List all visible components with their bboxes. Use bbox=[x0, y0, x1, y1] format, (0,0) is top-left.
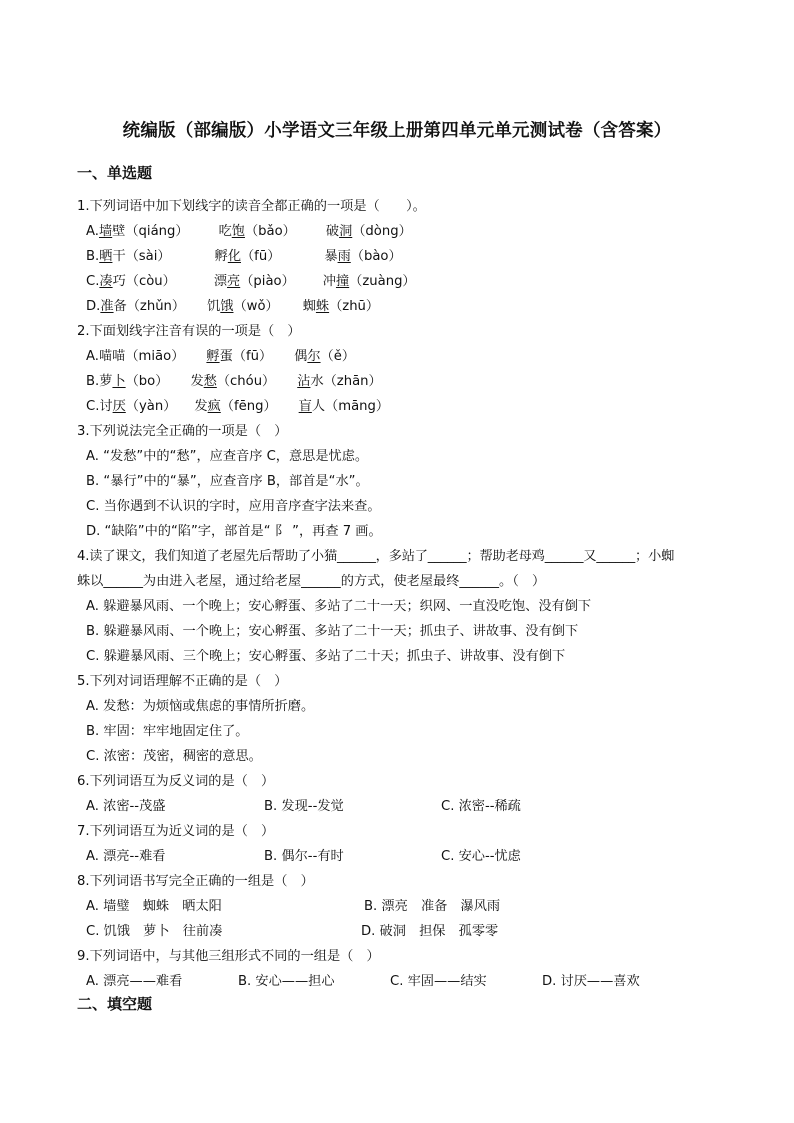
question-6-stem: 6.下列词语互为反义词的是（ ） bbox=[77, 774, 275, 789]
question-4-option-c: C. 躲避暴风雨、三个晚上；安心孵蛋、多站了二十天；抓虫子、讲故事、没有倒下 bbox=[86, 649, 566, 664]
question-4-option-b: B. 躲避暴风雨、一个晚上；安心孵蛋、多站了二十一天；抓虫子、讲故事、没有倒下 bbox=[86, 624, 579, 639]
question-5-option-a: A. 发愁：为烦恼或焦虑的事情所折磨。 bbox=[86, 699, 315, 714]
question-1-option-c: C.凑巧（còu） 漂亮（piào） 冲撞（zuàng） bbox=[86, 274, 416, 289]
question-4-option-a: A. 躲避暴风雨、一个晚上；安心孵蛋、多站了二十一天；织网、一直没吃饱、没有倒下 bbox=[86, 599, 592, 614]
question-5-option-c: C. 浓密：茂密，稠密的意思。 bbox=[86, 749, 262, 764]
question-6-option-c: C. 浓密--稀疏 bbox=[441, 799, 521, 814]
section-heading-single-choice: 一、单选题 bbox=[77, 164, 153, 182]
question-4-stem-line-2: 蛛以______为由进入老屋，通过给老屋______的方式，使老屋最终______。（ ） bbox=[77, 574, 546, 589]
question-3-stem: 3.下列说法完全正确的一项是（ ） bbox=[77, 424, 288, 439]
question-3-option-a: A. “发愁”中的“愁”，应查音序 C，意思是忧虑。 bbox=[86, 449, 369, 464]
question-7-option-b: B. 偶尔--有时 bbox=[264, 849, 344, 864]
question-8-stem: 8.下列词语书写完全正确的一组是（ ） bbox=[77, 874, 314, 889]
question-2-option-c: C.讨厌（yàn） 发疯（fēng） 盲人（māng） bbox=[86, 399, 390, 414]
document-title: 统编版（部编版）小学语文三年级上册第四单元单元测试卷（含答案） bbox=[122, 121, 672, 141]
question-7-stem: 7.下列词语互为近义词的是（ ） bbox=[77, 824, 275, 839]
question-1-option-a: A.墙壁（qiáng） 吃饱（bǎo） 破洞（dòng） bbox=[86, 224, 412, 239]
question-4-stem-line-1: 4.读了课文，我们知道了老屋先后帮助了小猫______，多站了______；帮助老母鸡______又______；小蜘 bbox=[77, 549, 675, 564]
question-7-option-c: C. 安心--忧虑 bbox=[441, 849, 521, 864]
question-5-option-b: B. 牢固：牢牢地固定住了。 bbox=[86, 724, 249, 739]
question-3-option-c: C. 当你遇到不认识的字时，应用音序查字法来查。 bbox=[86, 499, 381, 514]
question-5-stem: 5.下列对词语理解不正确的是（ ） bbox=[77, 674, 288, 689]
question-6-option-a: A. 浓密--茂盛 bbox=[86, 799, 166, 814]
question-9-option-d: D. 讨厌——喜欢 bbox=[542, 974, 640, 989]
question-8-option-d: D. 破洞 担保 孤零零 bbox=[361, 924, 499, 939]
question-3-option-b: B. “暴行”中的“暴”，应查音序 B，部首是“水”。 bbox=[86, 474, 369, 489]
question-8-option-a: A. 墙璧 蜘蛛 晒太阳 bbox=[86, 899, 222, 914]
question-1-option-b: B.晒干（sài） 孵化（fū） 暴雨（bào） bbox=[86, 249, 402, 264]
question-9-stem: 9.下列词语中，与其他三组形式不同的一组是（ ） bbox=[77, 949, 380, 964]
question-3-option-d: D. “缺陷”中的“陷”字，部首是“ 阝 ”，再查 7 画。 bbox=[86, 524, 382, 539]
question-9-option-c: C. 牢固——结实 bbox=[390, 974, 487, 989]
question-8-option-b: B. 漂亮 准备 瀑风雨 bbox=[364, 899, 501, 914]
question-6-option-b: B. 发现--发觉 bbox=[264, 799, 344, 814]
question-1-stem: 1.下列词语中加下划线字的读音全都正确的一项是（ ）。 bbox=[77, 199, 426, 214]
question-9-option-b: B. 安心——担心 bbox=[238, 974, 335, 989]
question-1-option-d: D.准备（zhǔn） 饥饿（wǒ） 蜘蛛（zhū） bbox=[86, 299, 380, 314]
question-8-option-c: C. 饥饿 萝卜 往前凑 bbox=[86, 924, 223, 939]
question-2-option-a: A.喵喵（miāo） 孵蛋（fū） 偶尔（ě） bbox=[86, 349, 356, 364]
question-7-option-a: A. 漂亮--难看 bbox=[86, 849, 166, 864]
question-9-option-a: A. 漂亮——难看 bbox=[86, 974, 183, 989]
question-2-option-b: B.萝卜（bo） 发愁（chóu） 沾水（zhān） bbox=[86, 374, 382, 389]
section-heading-fill-in: 二、填空题 bbox=[77, 995, 153, 1013]
question-2-stem: 2.下面划线字注音有误的一项是（ ） bbox=[77, 324, 301, 339]
